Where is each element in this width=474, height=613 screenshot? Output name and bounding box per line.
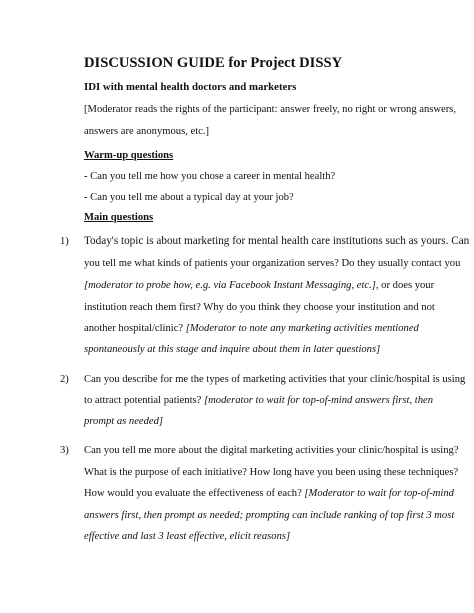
question-2-line-2-text: to attract potential patients?: [84, 395, 205, 406]
question-2-line-1: Can you describe for me the types of marketing activities that your clinic/hospital is using: [84, 374, 466, 385]
question-3-line-3-text: How would you evaluate the effectiveness of each?: [84, 488, 305, 499]
main-heading: Main questions: [84, 212, 154, 223]
warmup-question-2-text: Can you tell me about a typical day at your job?: [87, 192, 294, 203]
question-2-line-3: prompt as needed]: [84, 416, 164, 427]
warmup-question-2-dash: -: [84, 192, 88, 203]
intro-line-1: [Moderator reads the rights of the participant: answer freely, no right or wrong answers,: [84, 104, 457, 115]
question-3-line-1: Can you tell me more about the digital marketing activities your clinic/hospital is using?: [84, 445, 459, 456]
intro-line-2: answers are anonymous, etc.]: [84, 126, 210, 137]
question-1-line-2: you tell me what kinds of patients your organization serves? Do they usually contact you: [84, 258, 461, 269]
question-1-number: 1): [60, 236, 69, 247]
question-1-line-6: spontaneously at this stage and inquire about them in later questions]: [84, 344, 381, 355]
question-1-line-3-note: [moderator to probe how, e.g. via Facebook Instant Messaging, etc.]: [84, 280, 376, 291]
question-3-line-3-note: [Moderator to wait for top-of-mind: [304, 488, 454, 499]
question-2-line-2: [84, 394, 433, 408]
warmup-question-1: [84, 170, 335, 184]
question-1-line-3-tail: , or does your: [375, 280, 435, 291]
question-1-line-5: [84, 322, 419, 336]
warmup-heading: Warm-up questions: [84, 150, 174, 161]
question-3-line-2: What is the purpose of each initiative? How long have you been using these techniques?: [84, 467, 459, 478]
warmup-question-1-dash: -: [84, 171, 88, 182]
question-3-number: 3): [60, 445, 69, 456]
question-3-line-5: effective and last 3 least effective, elicit reasons]: [84, 531, 291, 542]
question-1-line-5-note: [Moderator to note any marketing activities mentioned: [185, 323, 419, 334]
question-3-line-3: [84, 487, 454, 501]
warmup-question-2: [84, 191, 294, 205]
question-1-line-4: institution reach them first? Why do you think they choose your institution and not: [84, 302, 435, 313]
question-1-line-5-text: another hospital/clinic?: [84, 323, 186, 334]
question-2-number: 2): [60, 374, 69, 385]
question-1-line-3: [84, 279, 434, 293]
warmup-question-1-text: Can you tell me how you chose a career in mental health?: [87, 171, 336, 182]
question-2-line-2-note: [moderator to wait for top-of-mind answers first, then: [204, 395, 433, 406]
document-subtitle: IDI with mental health doctors and marketers: [84, 81, 297, 93]
document-title: DISCUSSION GUIDE for Project DISSY: [84, 55, 343, 71]
question-3-line-4: answers first, then prompt as needed; prompting can include ranking of top first 3 most: [84, 510, 455, 521]
question-1-line-1: Today's topic is about marketing for mental health care institutions such as yours. Can: [84, 235, 470, 247]
